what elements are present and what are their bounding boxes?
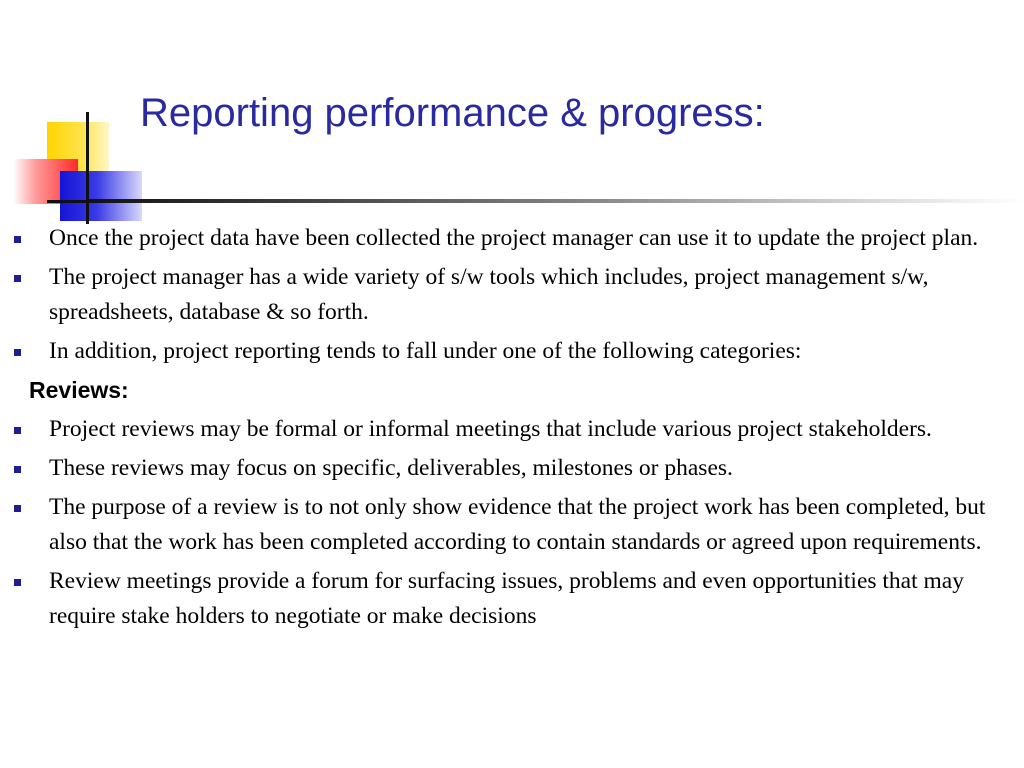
bullet-text: Review meetings provide a forum for surfacing issues, problems and even opportunities that may require stake holders to negotiate or make decisions [49,568,964,629]
bullet-item-update-plan [0,221,1020,256]
logo-blue-square [60,171,142,221]
square-bullet-icon [14,275,21,282]
bullet-text: Project reviews may be formal or informal meetings that include various project stakeholders. [49,416,932,442]
title-divider-line [86,199,1024,203]
logo-vertical-line [86,112,89,224]
bullet-text: In addition, project reporting tends to fall under one of the following categories: [49,338,802,364]
bullet-item-review-focus [0,451,1020,486]
square-bullet-icon [14,427,21,434]
bullet-item-sw-tools [0,260,1020,330]
square-bullet-icon [14,505,21,512]
bullet-text: These reviews may focus on specific, deliverables, milestones or phases. [49,455,733,481]
bullet-item-review-meetings [0,412,1020,447]
bullet-item-categories [0,334,1020,369]
bullet-text: The purpose of a review is to not only show evidence that the project work has been completed, but also that the work has been completed according to contain standards or agreed upon requirements. [49,494,986,555]
bullet-text: Once the project data have been collected the project manager can use it to update the project plan. [49,225,979,251]
square-bullet-icon [14,349,21,356]
bullet-text: The project manager has a wide variety of s/w tools which includes, project management s/w, spreadsheets, database & so forth. [49,264,929,325]
slide-title: Reporting performance & progress: [140,91,765,135]
square-bullet-icon [14,579,21,586]
bullet-item-review-forum [0,564,1020,634]
bullet-item-review-purpose [0,490,1020,560]
square-bullet-icon [14,236,21,243]
square-bullet-icon [14,466,21,473]
slide-body [0,221,1020,638]
section-heading-reviews: Reviews: [29,377,129,403]
slide-logo-graphic [0,0,160,240]
